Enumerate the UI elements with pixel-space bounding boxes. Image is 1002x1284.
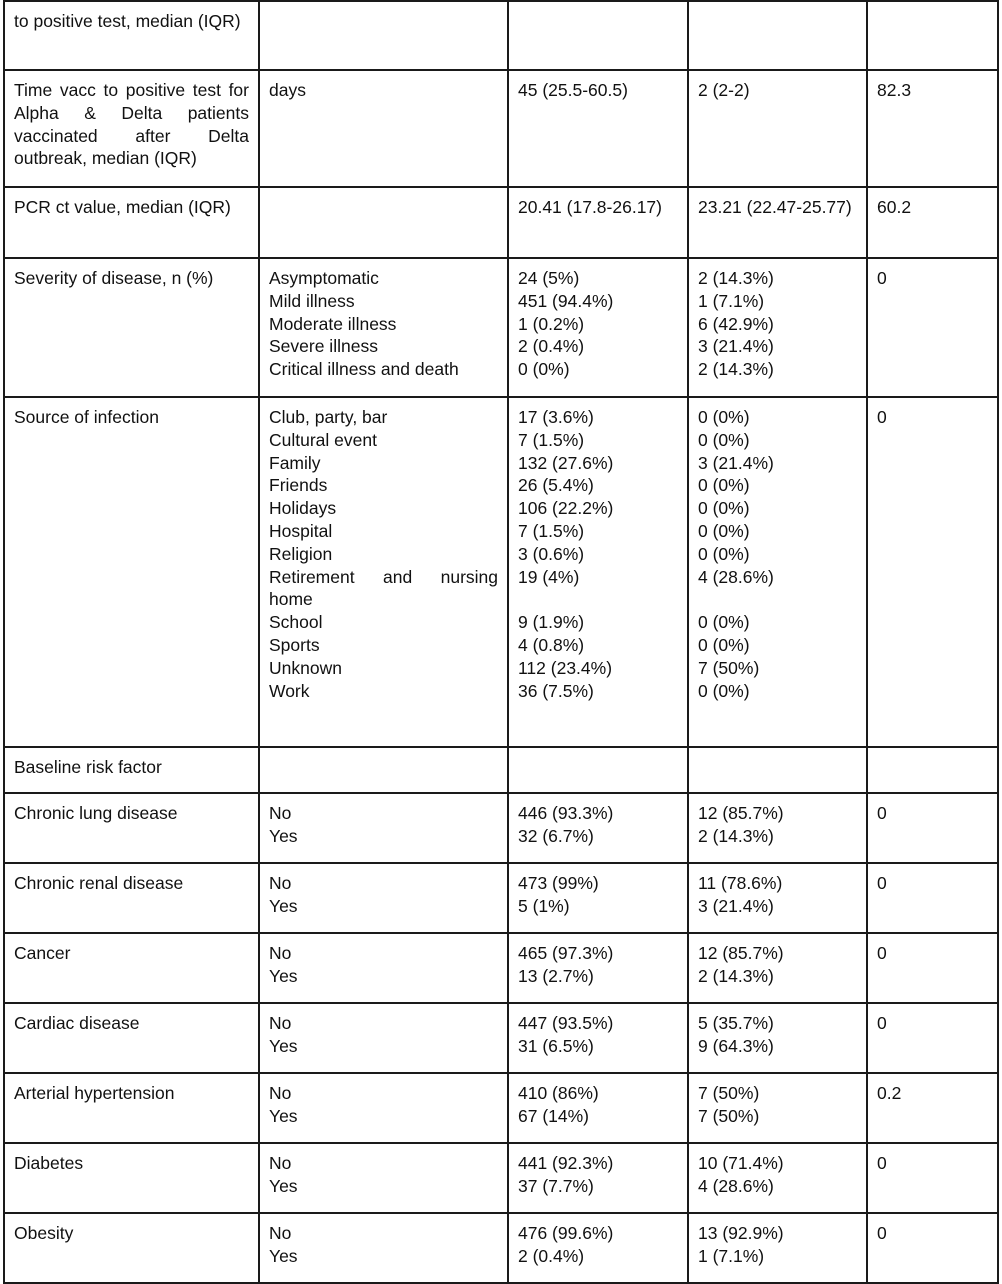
category-value: No xyxy=(269,943,292,963)
group1-cell xyxy=(508,793,688,863)
missing-cell: 0 xyxy=(867,1143,998,1213)
table-row xyxy=(4,747,998,793)
table-row xyxy=(4,1143,998,1213)
group1-value: 32 (6.7%) xyxy=(518,825,594,846)
group1-value: 410 (86%) xyxy=(518,1083,599,1103)
category-value: No xyxy=(269,873,292,893)
row-label: to positive test, median (IQR) xyxy=(4,1,259,70)
row-label: Chronic lung disease xyxy=(4,793,259,863)
category-cell xyxy=(259,747,508,793)
group1-cell xyxy=(508,863,688,933)
category-value: Sports xyxy=(269,634,320,655)
missing-cell xyxy=(867,1,998,70)
missing-cell: 0 xyxy=(867,397,998,747)
category-cell xyxy=(259,1143,508,1213)
group1-value: 441 (92.3%) xyxy=(518,1153,614,1173)
group1-value: 24 (5%) xyxy=(518,268,580,288)
missing-cell: 82.3 xyxy=(867,70,998,187)
group2-value: 0 (0%) xyxy=(698,475,750,496)
missing-cell: 0 xyxy=(867,793,998,863)
group2-value: 0 (0%) xyxy=(698,429,750,450)
group1-value: 2 (0.4%) xyxy=(518,336,585,357)
group1-value: 446 (93.3%) xyxy=(518,803,614,823)
category-value: Severe illness xyxy=(269,336,378,357)
category-cell xyxy=(259,187,508,258)
row-label: PCR ct value, median (IQR) xyxy=(4,187,259,258)
category-value: Yes xyxy=(269,895,298,916)
group2-cell: 23.21 (22.47-25.77) xyxy=(688,187,867,258)
group2-cell xyxy=(688,70,867,187)
row-label: Source of infection xyxy=(4,397,259,747)
category-cell xyxy=(259,1003,508,1073)
table-row xyxy=(4,70,998,187)
category-value: Mild illness xyxy=(269,290,355,311)
category-value: Yes xyxy=(269,1175,298,1196)
group2-value: 2 (14.3%) xyxy=(698,825,774,846)
group1-cell xyxy=(508,747,688,793)
category-value: Hospital xyxy=(269,520,333,541)
row-label: Time vacc to positive test for Alpha & Delta patients vaccinated after Delta outbreak, median (IQR) xyxy=(4,70,259,187)
category-cell xyxy=(259,793,508,863)
group1-value: 7 (1.5%) xyxy=(518,520,585,541)
category-value: No xyxy=(269,803,292,823)
category-value: No xyxy=(269,1013,292,1033)
group2-value: 7 (50%) xyxy=(698,1105,760,1126)
group1-value: 3 (0.6%) xyxy=(518,543,585,564)
group2-value: 0 (0%) xyxy=(698,634,750,655)
category-cell xyxy=(259,1213,508,1283)
group2-cell xyxy=(688,1073,867,1143)
group2-value: 7 (50%) xyxy=(698,1083,760,1103)
group2-cell xyxy=(688,1003,867,1073)
group1-value: 476 (99.6%) xyxy=(518,1223,614,1243)
row-label: Severity of disease, n (%) xyxy=(4,258,259,397)
group1-value: 1 (0.2%) xyxy=(518,313,585,334)
group1-cell xyxy=(508,1213,688,1283)
group1-cell xyxy=(508,1003,688,1073)
group2-value: 3 (21.4%) xyxy=(698,336,774,357)
row-label: Chronic renal disease xyxy=(4,863,259,933)
group1-value: 17 (3.6%) xyxy=(518,407,594,427)
group2-cell xyxy=(688,1213,867,1283)
category-value: Yes xyxy=(269,1245,298,1266)
missing-cell: 60.2 xyxy=(867,187,998,258)
category-value: Asymptomatic xyxy=(269,268,379,288)
group2-value: 11 (78.6%) xyxy=(698,873,783,893)
table-row xyxy=(4,258,998,397)
category-value: days xyxy=(269,80,306,100)
group2-cell xyxy=(688,793,867,863)
group1-value: 0 (0%) xyxy=(518,359,570,380)
category-value: Yes xyxy=(269,965,298,986)
group2-value: 1 (7.1%) xyxy=(698,1245,765,1266)
group1-cell xyxy=(508,397,688,747)
group2-cell xyxy=(688,397,867,747)
group2-value: 9 (64.3%) xyxy=(698,1035,774,1056)
category-value: Retirement and nursing home xyxy=(269,566,498,610)
category-value: Cultural event xyxy=(269,429,377,450)
category-cell xyxy=(259,258,508,397)
group1-value: 67 (14%) xyxy=(518,1105,590,1126)
group1-value: 19 (4%) xyxy=(518,566,580,587)
missing-cell: 0 xyxy=(867,863,998,933)
group2-value: 0 (0%) xyxy=(698,520,750,541)
group1-value: 473 (99%) xyxy=(518,873,599,893)
group2-cell xyxy=(688,1,867,70)
group1-cell xyxy=(508,1143,688,1213)
group1-spacer xyxy=(518,588,678,611)
group2-value: 4 (28.6%) xyxy=(698,566,774,587)
group2-cell xyxy=(688,1143,867,1213)
table-row xyxy=(4,187,998,258)
group1-value: 2 (0.4%) xyxy=(518,1245,585,1266)
category-cell xyxy=(259,863,508,933)
group1-cell xyxy=(508,933,688,1003)
table-row xyxy=(4,863,998,933)
group1-cell xyxy=(508,1073,688,1143)
group2-cell xyxy=(688,258,867,397)
group1-cell xyxy=(508,70,688,187)
group1-value: 7 (1.5%) xyxy=(518,429,585,450)
missing-cell: 0.2 xyxy=(867,1073,998,1143)
row-label: Arterial hypertension xyxy=(4,1073,259,1143)
category-cell xyxy=(259,70,508,187)
group1-value: 132 (27.6%) xyxy=(518,452,614,473)
table-row xyxy=(4,793,998,863)
missing-cell xyxy=(867,747,998,793)
group2-value: 12 (85.7%) xyxy=(698,803,784,823)
group1-value: 9 (1.9%) xyxy=(518,612,585,633)
group1-value: 31 (6.5%) xyxy=(518,1035,594,1056)
category-value: Yes xyxy=(269,1035,298,1056)
category-cell xyxy=(259,1073,508,1143)
group1-value: 4 (0.8%) xyxy=(518,634,585,655)
group1-cell xyxy=(508,1,688,70)
group2-spacer xyxy=(698,588,857,611)
group1-value: 36 (7.5%) xyxy=(518,680,594,701)
group1-value: 106 (22.2%) xyxy=(518,498,614,519)
missing-cell: 0 xyxy=(867,1003,998,1073)
category-value: Work xyxy=(269,680,310,701)
table-row xyxy=(4,1213,998,1283)
missing-cell: 0 xyxy=(867,1213,998,1283)
category-value: No xyxy=(269,1083,292,1103)
group1-value: 465 (97.3%) xyxy=(518,943,614,963)
category-cell xyxy=(259,397,508,747)
group2-value: 10 (71.4%) xyxy=(698,1153,784,1173)
group2-cell xyxy=(688,747,867,793)
category-value: Religion xyxy=(269,543,333,564)
group2-value: 0 (0%) xyxy=(698,680,750,701)
group2-value: 1 (7.1%) xyxy=(698,290,765,311)
group2-value: 7 (50%) xyxy=(698,657,760,678)
missing-cell: 0 xyxy=(867,933,998,1003)
group2-value: 6 (42.9%) xyxy=(698,313,774,334)
row-label: Cardiac disease xyxy=(4,1003,259,1073)
group2-value: 13 (92.9%) xyxy=(698,1223,784,1243)
category-value: Club, party, bar xyxy=(269,407,388,427)
group2-value: 0 (0%) xyxy=(698,498,750,519)
category-value: No xyxy=(269,1153,292,1173)
category-value: School xyxy=(269,612,323,633)
group2-value: 5 (35.7%) xyxy=(698,1013,774,1033)
group1-value: 5 (1%) xyxy=(518,895,570,916)
missing-cell: 0 xyxy=(867,258,998,397)
group2-value: 2 (2-2) xyxy=(698,80,750,100)
group1-value: 26 (5.4%) xyxy=(518,475,594,496)
row-label: Cancer xyxy=(4,933,259,1003)
group2-value: 3 (21.4%) xyxy=(698,895,774,916)
table-row xyxy=(4,1,998,70)
category-value: Moderate illness xyxy=(269,313,397,334)
group1-cell xyxy=(508,258,688,397)
table-row xyxy=(4,1003,998,1073)
row-label: Baseline risk factor xyxy=(4,747,259,793)
group2-cell xyxy=(688,933,867,1003)
category-value: No xyxy=(269,1223,292,1243)
group1-value: 37 (7.7%) xyxy=(518,1175,594,1196)
group2-value: 12 (85.7%) xyxy=(698,943,784,963)
row-label: Diabetes xyxy=(4,1143,259,1213)
row-label: Obesity xyxy=(4,1213,259,1283)
group1-value: 451 (94.4%) xyxy=(518,290,614,311)
group1-value: 45 (25.5-60.5) xyxy=(518,80,628,100)
group2-value: 0 (0%) xyxy=(698,543,750,564)
group2-value: 0 (0%) xyxy=(698,407,750,427)
category-value: Holidays xyxy=(269,498,337,519)
data-table xyxy=(3,0,999,1284)
category-value: Friends xyxy=(269,475,328,496)
table-row xyxy=(4,1073,998,1143)
table-row xyxy=(4,933,998,1003)
group2-value: 0 (0%) xyxy=(698,612,750,633)
group2-value: 3 (21.4%) xyxy=(698,452,774,473)
category-cell xyxy=(259,933,508,1003)
table-row xyxy=(4,397,998,747)
category-value: Yes xyxy=(269,1105,298,1126)
category-value: Yes xyxy=(269,825,298,846)
category-value: Unknown xyxy=(269,657,342,678)
group2-value: 2 (14.3%) xyxy=(698,268,774,288)
category-cell xyxy=(259,1,508,70)
category-value: Family xyxy=(269,452,321,473)
group2-cell xyxy=(688,863,867,933)
category-value: Critical illness and death xyxy=(269,359,459,380)
group1-value: 112 (23.4%) xyxy=(518,657,613,678)
group2-value: 2 (14.3%) xyxy=(698,359,774,380)
group1-value: 447 (93.5%) xyxy=(518,1013,614,1033)
group2-value: 2 (14.3%) xyxy=(698,965,774,986)
group1-value: 13 (2.7%) xyxy=(518,965,594,986)
group1-cell: 20.41 (17.8-26.17) xyxy=(508,187,688,258)
group2-value: 4 (28.6%) xyxy=(698,1175,774,1196)
